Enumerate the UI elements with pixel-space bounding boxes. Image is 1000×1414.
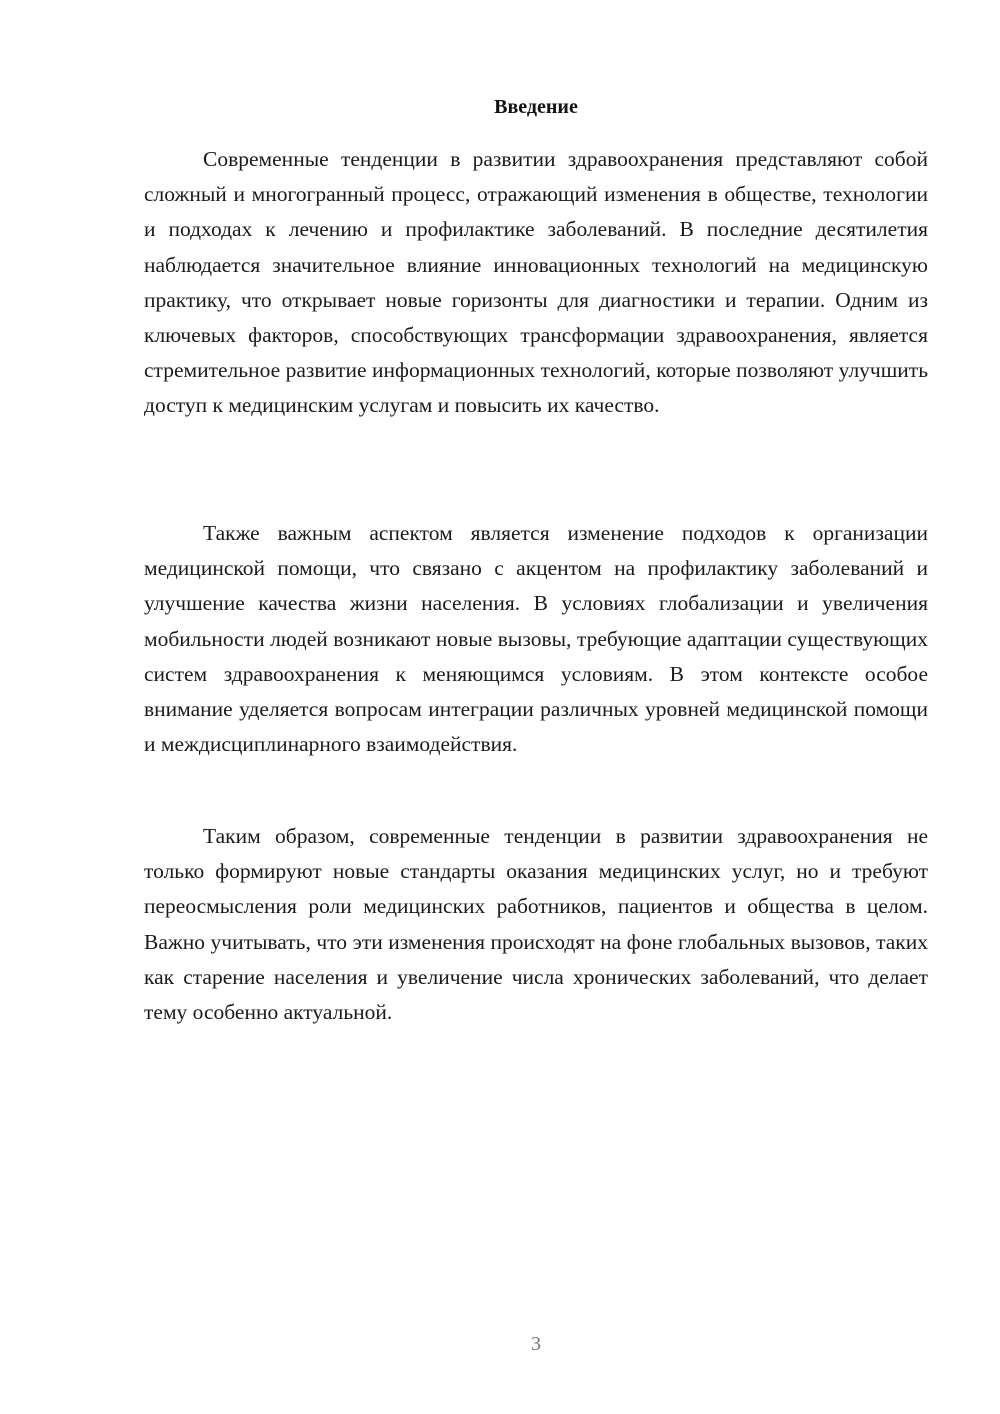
paragraph-3: Таким образом, современные тенденции в развитии здравоохранения не только формируют новые стандарты оказания медицинских услуг, но и требуют переосмысления роли медицинских работников, пациентов и общества в целом. Важно учитывать, что эти изменения происходят на фоне глобальных вызовов, таких как старение населения и увеличение числа хронических заболеваний, что делает тему особенно актуальной. (144, 824, 928, 1025)
page-number: 3 (531, 1333, 541, 1355)
section-heading: Введение (494, 96, 578, 118)
paragraph-1: Современные тенденции в развитии здравоохранения представляют собой сложный и многогранный процесс, отражающий изменения в обществе, технологии и подходах к лечению и профилактике заболеваний. В последние десятилетия наблюдается значительное влияние инновационных технологий на медицинскую практику, что открывает новые горизонты для диагностики и терапии. Одним из ключевых факторов, способствующих трансформации здравоохранения, является стремительное развитие информационных технологий, которые позволяют улучшить доступ к медицинским услугам и повысить их качество. (144, 147, 928, 418)
paragraph-2: Также важным аспектом является изменение подходов к организации медицинской помощи, что связано с акцентом на профилактику заболеваний и улучшение качества жизни населения. В условиях глобализации и увеличения мобильности людей возникают новые вызовы, требующие адаптации существующих систем здравоохранения к меняющимся условиям. В этом контексте особое внимание уделяется вопросам интеграции различных уровней медицинской помощи и междисциплинарного взаимодействия. (144, 521, 928, 757)
